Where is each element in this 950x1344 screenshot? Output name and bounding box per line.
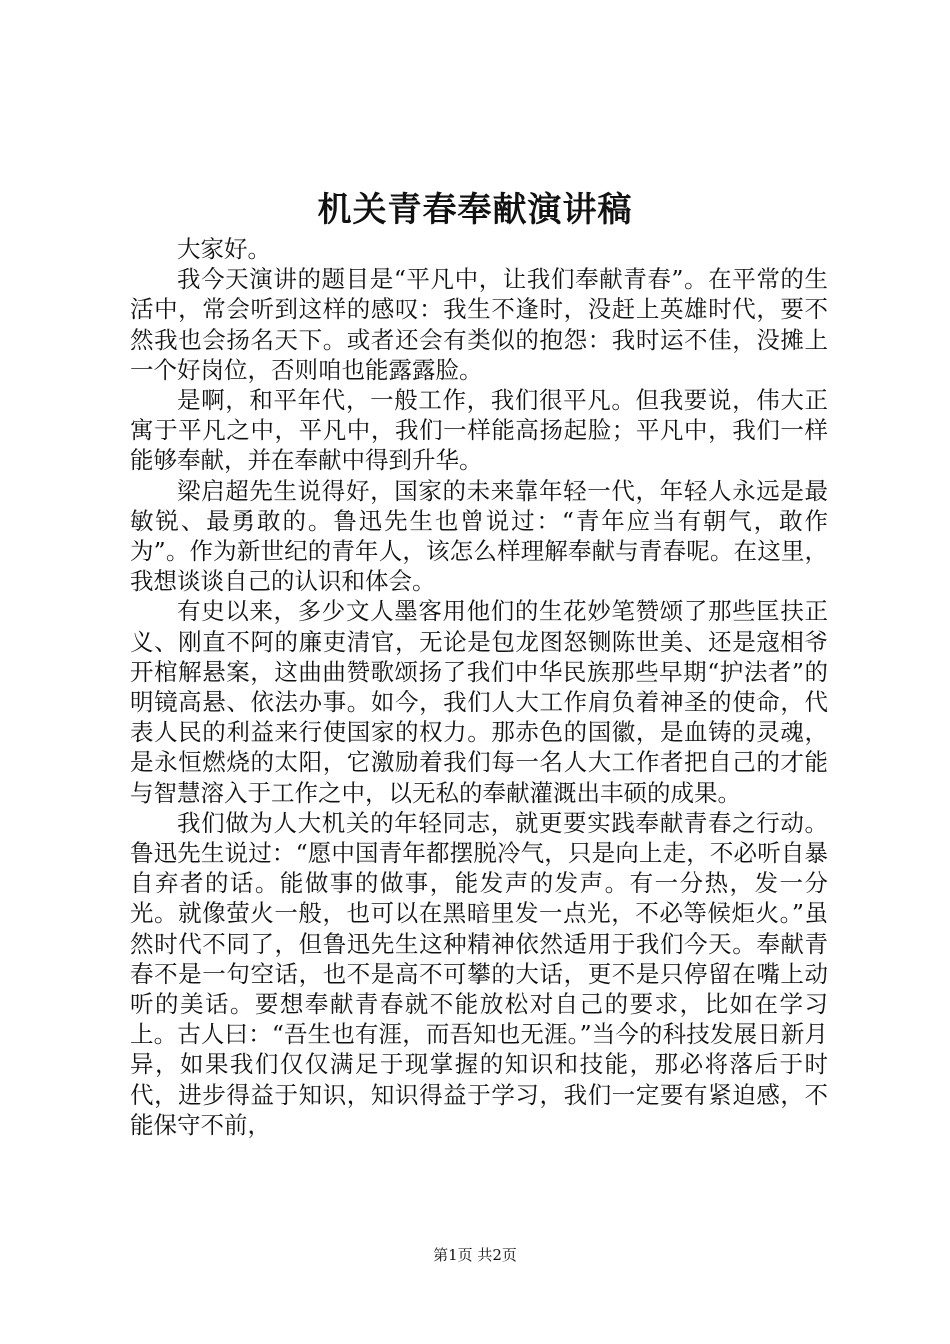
document-body xyxy=(130,234,828,1140)
paragraph: 梁启超先生说得好，国家的未来靠年轻一代，年轻人永远是最敏锐、最勇敢的。鲁迅先生也曾说过：“青年应当有朝气，敢作为”。作为新世纪的青年人，该怎么样理解奉献与青春呢。在这里，我想谈谈自己的认识和体会。 xyxy=(130,476,828,596)
paragraph-greeting: 大家好。 xyxy=(177,235,271,263)
paragraph: 是啊，和平年代，一般工作，我们很平凡。但我要说，伟大正寓于平凡之中，平凡中，我们一样能高扬起脸；平凡中，我们一样能够奉献，并在奉献中得到升华。 xyxy=(130,386,828,475)
paragraph: 有史以来，多少文人墨客用他们的生花妙笔赞颂了那些匡扶正义、刚直不阿的廉吏清官，无论是包龙图怒铡陈世美、还是寇相爷开棺解悬案，这曲曲赞歌颂扬了我们中华民族那些早期“护法者”的明镜高悬、依法办事。如今，我们人大工作肩负着神圣的使命，代表人民的利益来行使国家的权力。那赤色的国徽，是血铸的灵魂，是永恒燃烧的太阳，它激励着我们每一名人大工作者把自己的才能与智慧溶入于工作之中，以无私的奉献灌溉出丰硕的成果。 xyxy=(130,597,828,807)
document-title: 机关青春奉献演讲稿 xyxy=(317,190,633,230)
paragraph: 我今天演讲的题目是“平凡中，让我们奉献青春”。在平常的生活中，常会听到这样的感叹：我生不逢时，没赶上英雄时代，要不然我也会扬名天下。或者还会有类似的抱怨：我时运不佳，没摊上一个好岗位，否则咱也能露露脸。 xyxy=(130,265,828,384)
paragraph: 我们做为人大机关的年轻同志，就更要实践奉献青春之行动。鲁迅先生说过：“愿中国青年都摆脱冷气，只是向上走，不必听自暴自弃者的话。能做事的做事，能发声的发声。有一分热，发一分光。就像萤火一般，也可以在黑暗里发一点光，不必等候炬火。”虽然时代不同了，但鲁迅先生这种精神依然适用于我们今天。奉献青春不是一句空话，也不是高不可攀的大话，更不是只停留在嘴上动听的美话。要想奉献青春就不能放松对自己的要求，比如在学习上。古人曰：“吾生也有涯，而吾知也无涯。”当今的科技发展日新月异，如果我们仅仅满足于现掌握的知识和技能，那必将落后于时代，进步得益于知识，知识得益于学习，我们一定要有紧迫感，不能保守不前， xyxy=(130,808,828,1139)
page-footer: 第1页 共2页 xyxy=(433,1246,517,1264)
